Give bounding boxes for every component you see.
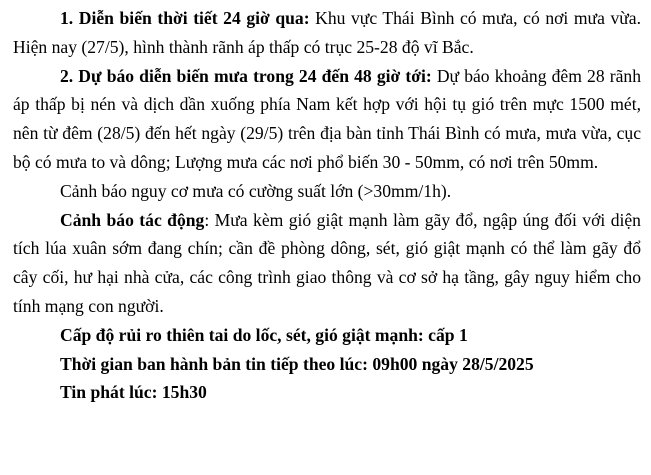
text-rain-forecast: Dự báo khoảng đêm 28 rãnh áp thấp bị nén và dịch dần xuống phía Nam kết hợp với hội tụ gió trên mực 1500 mét, nên từ đêm (28/5) đến hết ngày (29/5) trên địa bàn tỉnh Thái Bình có mưa, mưa vừa, cục bộ có mưa to và dông; Lượng mưa các nơi phổ biến 30 - 50mm, có nơi trên 50mm. bbox=[13, 65, 641, 172]
text-impact-warning: : Mưa kèm gió giật mạnh làm gãy đổ, ngập úng đối với diện tích lúa xuân sớm đang chín; cần đề phòng dông, sét, gió giật mạnh có thể làm gãy đổ cây cối, hư hại nhà cửa, các công trình giao thông và cơ sở hạ tầng, gây nguy hiểm cho tính mạng con người. bbox=[13, 209, 641, 316]
text-risk-level: Cấp độ rủi ro thiên tai do lốc, sét, gió giật mạnh: cấp 1 bbox=[60, 324, 468, 345]
weather-bulletin bbox=[13, 4, 641, 407]
heading-past-24h-weather: 1. Diễn biến thời tiết 24 giờ qua: bbox=[60, 8, 310, 28]
paragraph-rain-forecast bbox=[13, 62, 641, 177]
heading-rain-forecast: 2. Dự báo diễn biến mưa trong 24 đến 48 giờ tới: bbox=[60, 65, 432, 86]
paragraph-rain-intensity-warning bbox=[13, 177, 641, 206]
paragraph-next-bulletin-time bbox=[13, 350, 641, 379]
paragraph-impact-warning bbox=[13, 206, 641, 321]
paragraph-risk-level bbox=[13, 321, 641, 350]
heading-impact-warning: Cảnh báo tác động bbox=[60, 209, 205, 230]
paragraph-issued-time bbox=[13, 378, 641, 407]
text-past-24h-weather: Khu vực Thái Bình có mưa, có nơi mưa vừa. Hiện nay (27/5), hình thành rãnh áp thấp có trục 25-28 độ vĩ Bắc. bbox=[13, 8, 642, 57]
text-next-bulletin-time: Thời gian ban hành bản tin tiếp theo lúc: 09h00 ngày 28/5/2025 bbox=[60, 353, 534, 374]
text-rain-intensity-warning: Cảnh báo nguy cơ mưa có cường suất lớn (>30mm/1h). bbox=[60, 180, 452, 201]
paragraph-past-24h-weather bbox=[13, 4, 641, 62]
text-issued-time: Tin phát lúc: 15h30 bbox=[60, 382, 207, 403]
